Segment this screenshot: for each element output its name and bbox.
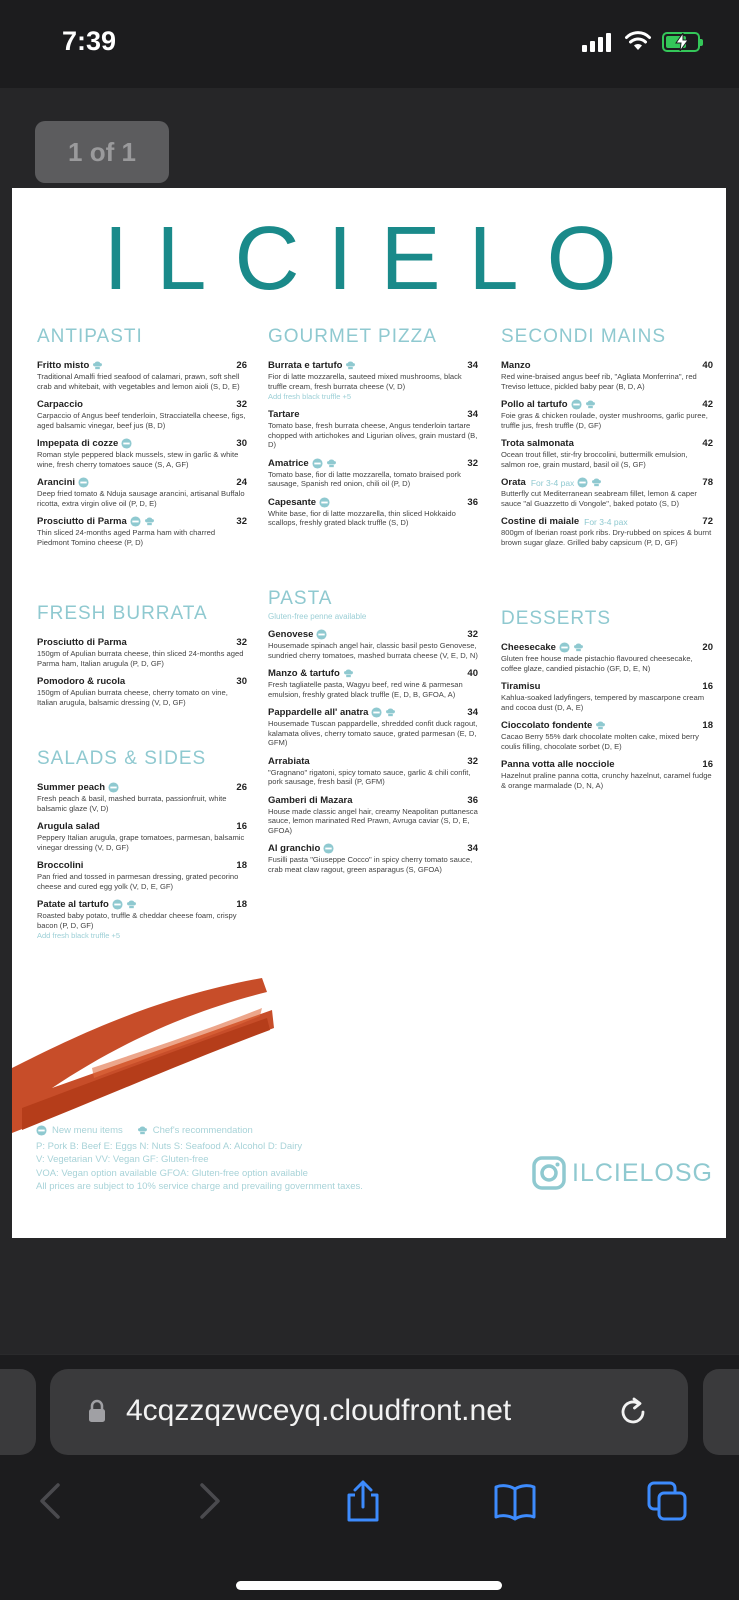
menu-item [501,720,713,751]
chef-hat-icon [345,360,356,371]
item-name-wrap [501,681,540,692]
item-name-wrap [501,438,574,449]
item-name: Capesante [268,496,317,508]
item-note: For 3-4 pax [584,516,628,527]
new-item-icon [121,438,132,449]
menu-item [501,477,713,508]
item-description: Housemade Tuscan pappardelle, shredded confit duck ragout, kalamata olives, cherry tomato sauce, grated parmesan (E, D, GFM) [268,719,478,747]
item-name: Impepata di cozze [37,438,119,449]
tabs-icon[interactable] [645,1479,689,1523]
item-price: 32 [467,755,478,767]
reload-icon[interactable] [616,1395,650,1429]
wifi-icon [624,30,652,52]
chef-hat-icon [126,899,137,910]
item-name: Costine di maiale [501,516,580,527]
new-item-icon [78,477,89,488]
item-name-wrap [268,629,327,640]
item-description: Red wine-braised angus beef rib, "Agliata Monferrina", red Treviso lettuce, pickled baby pear (B, D, A) [501,372,697,391]
menu-section [37,748,247,948]
item-price: 34 [467,843,478,854]
item-name: Tartare [268,409,300,420]
menu-item [37,821,247,852]
item-price: 20 [702,642,713,653]
legend-line: VOA: Vegan option available GFOA: Gluten-free option available [36,1167,308,1179]
item-description: Roman style peppered black mussels, stew in garlic & white wine, fresh cherry tomatoes sauce (S, A, GF) [37,450,239,469]
chef-hat-icon [144,516,155,527]
item-name-wrap [37,860,83,871]
item-price: 40 [702,360,713,371]
menu-item [268,409,478,450]
item-name-wrap [268,497,330,508]
bookmarks-icon[interactable] [493,1479,537,1523]
item-name-wrap [501,642,584,653]
item-description: Fresh tagliatelle pasta, Wagyu beef, red wine & parmesan emulsion, freshly grated black truffle (E, D, B, GFOA, A) [268,680,463,699]
item-name-wrap [268,409,300,420]
item-price: 32 [236,399,247,410]
menu-item [37,360,247,391]
new-item-icon [577,477,588,488]
item-name: Panna votta alle nocciole [501,759,615,770]
chef-hat-icon [92,360,103,371]
item-name: Broccolini [37,860,84,871]
new-item-icon [559,642,570,653]
menu-section [268,588,478,882]
menu-section [37,603,247,715]
item-name-wrap [501,360,531,371]
item-description: "Gragnano" rigatoni, spicy tomato sauce, garlic & chili confit, pork sausage, fresh basil (P, GFM) [268,767,471,786]
item-name: Carpaccio [37,399,83,410]
item-name-wrap [268,458,337,469]
item-name-wrap [37,360,103,371]
item-name: Pappardelle all' anatra [268,707,369,718]
pdf-viewer[interactable] [0,88,739,1354]
item-price: 78 [702,477,713,488]
item-name-wrap [501,720,606,731]
item-name-wrap [501,477,602,488]
item-description: Ocean trout fillet, stir-fry broccolini, buttermilk emulsion, salmon roe, grain mustard, basil oil (S, GF) [501,450,688,469]
new-item-icon [312,458,323,469]
item-name: Summer peach [37,782,106,793]
item-name: Manzo & tartufo [268,668,340,679]
menu-item [268,458,478,489]
battery-charging-icon [662,32,700,52]
item-name: Prosciutto di Parma [37,516,127,527]
item-description: Cacao Berry 55% dark chocolate molten cake, mixed berry coulis filling, chocolate sorbet (D, E) [501,732,699,751]
chef-hat-icon [343,668,354,679]
item-name-wrap [37,399,83,410]
section-title: SECONDI MAINS [501,326,667,347]
menu-item [501,759,713,790]
item-price: 26 [236,360,247,371]
chef-hat-icon [585,399,596,410]
item-description: 150gm of Apulian burrata cheese, cherry tomato on vine, Italian arugula, balsamic dressing (V, D, GF) [37,688,228,707]
item-description: Fior di latte mozzarella, sauteed mixed mushrooms, black truffle cream, fresh burrata cheese (V, D) [268,372,462,391]
legend-chef: Chef's recommendation [137,1124,253,1138]
chef-hat-icon [595,720,606,731]
section-subtitle: Gluten-free penne available [268,612,367,621]
item-name-wrap [268,843,334,854]
menu-item [501,516,713,547]
item-name-wrap [37,637,127,648]
item-price: 34 [467,409,478,420]
chef-hat-icon [385,707,396,718]
item-name: Al granchio [268,843,321,854]
menu-item [268,843,478,874]
item-price: 18 [702,720,713,731]
item-price: 16 [702,681,713,692]
menu-item [268,497,478,528]
address-bar[interactable] [50,1369,688,1455]
item-name-wrap [268,707,396,718]
item-name: Pomodoro & rucola [37,676,126,687]
item-addon: Add fresh black truffle +5 [37,931,121,940]
new-item-icon [108,782,119,793]
item-name: Cheesecake [501,642,556,653]
cellular-signal-icon [582,32,611,52]
menu-item [37,516,247,547]
item-price: 18 [236,899,247,910]
chef-hat-icon [591,477,602,488]
item-name: Patate al tartufo [37,899,109,910]
item-name: Amatrice [268,457,309,469]
menu-item [501,438,713,469]
item-description: Roasted baby potato, truffle & cheddar cheese foam, crispy bacon (P, D, GF) [37,911,237,930]
item-description: Gluten free house made pistachio flavoured cheesecake, coffee glaze, candied pistachio (GF, D, E, N) [501,654,693,673]
status-bar [0,0,739,88]
item-name: Gamberi di Mazara [268,794,353,806]
item-name-wrap [37,438,132,449]
item-price: 34 [467,707,478,718]
item-description: Peppery Italian arugula, grape tomatoes, parmesan, balsamic vinegar dressing (V, D, GF) [37,833,245,852]
item-description: Fusilli pasta "Giuseppe Cocco" in spicy cherry tomato sauce, crab meat claw ragout, green asparagus (S, GFOA) [268,855,473,874]
menu-section [37,326,247,555]
new-item-icon [323,843,334,854]
instagram-handle: ILCIELOSG [532,1156,713,1190]
item-description: White base, fior di latte mozzarella, thin sliced Hokkaido scallops, freshly grated black truffle (S, D) [268,508,456,527]
section-title: GOURMET PIZZA [268,326,437,347]
item-price: 30 [236,676,247,687]
item-name: Burrata e tartufo [268,360,343,371]
item-note: For 3-4 pax [530,477,575,488]
chef-hat-icon [326,458,337,469]
item-name-wrap [37,899,137,910]
item-description: Hazelnut praline panna cotta, crunchy hazelnut, caramel fudge & orange marmalade (D, N, A) [501,771,712,790]
legend-line: P: Pork B: Beef E: Eggs N: Nuts S: Seafood A: Alcohol D: Dairy [36,1140,303,1152]
item-price: 42 [702,438,713,449]
item-description: Kahlua-soaked ladyfingers, tempered by mascarpone cream and cocoa dust (D, A, E) [501,693,705,712]
menu-item [268,795,478,836]
item-name: Manzo [501,360,531,371]
legend-line: V: Vegetarian VV: Vegan GF: Gluten-free [36,1154,209,1165]
section-title: DESSERTS [501,608,612,629]
menu-section [268,326,478,536]
menu-item [501,642,713,673]
item-price: 32 [236,516,247,527]
menu-item [501,360,713,391]
item-name-wrap [501,399,596,410]
item-price: 18 [236,860,247,871]
item-name: Fritto misto [37,360,90,371]
menu-page [12,188,726,1238]
item-description: Fresh peach & basil, mashed burrata, passionfruit, white balsamic glaze (V, D) [37,794,227,813]
item-description: Butterfly cut Mediterranean seabream fillet, lemon & caper sauce "al Guazzetto di Vongole", baked potato (S, D) [501,489,697,508]
section-title: FRESH BURRATA [37,603,208,624]
item-description: Housemade spinach angel hair, classic basil pesto Genovese, sundried cherry tomatoes, mashed burrata cheese (V, E, D, N) [268,641,478,660]
menu-item [37,637,247,668]
brush-stroke-decoration [12,958,302,1148]
next-tab-preview[interactable] [703,1369,739,1455]
item-name: Arancini [37,477,76,488]
menu-item [501,681,713,712]
menu-item [37,899,247,940]
item-price: 32 [467,629,478,640]
item-description: Tomato base, fior di latte mozzarella, tomato braised pork sausage, Spanish red onion, chili oil (P, D) [268,469,461,488]
item-price: 40 [467,668,478,679]
item-addon: Add fresh black truffle +5 [268,392,352,401]
menu-item [268,629,478,660]
share-icon[interactable] [341,1479,385,1523]
item-name: Orata [501,477,526,488]
new-item-icon [130,516,141,527]
forward-icon[interactable] [186,1479,230,1523]
new-item-icon [371,707,382,718]
item-price: 36 [467,496,478,508]
item-price: 32 [236,637,247,648]
menu-item [268,707,478,748]
menu-item [268,668,478,699]
home-indicator[interactable] [236,1581,502,1590]
menu-section [501,326,713,555]
new-item-icon [36,1125,47,1136]
browser-toolbar [0,1471,739,1531]
item-name-wrap [37,821,100,832]
item-price: 16 [702,759,713,770]
item-name: Cioccolato fondente [501,720,593,731]
instagram-icon [532,1156,566,1190]
menu-item [268,756,478,787]
legend-line: All prices are subject to 10% service charge and prevailing government taxes. [36,1181,363,1192]
item-price: 32 [467,457,478,469]
new-item-icon [319,497,330,508]
url-text: 4cqzzqzwceyq.cloudfront.net [126,1394,512,1427]
item-description: Carpaccio of Angus beef tenderloin, Stracciatella cheese, figs, aged balsamic vinegar, beef jus (B, D) [37,411,246,430]
browser-bar [0,1354,739,1600]
item-name: Tiramisu [501,681,541,692]
menu-item [37,438,247,469]
item-name: Arugula salad [37,821,100,832]
back-icon[interactable] [30,1479,74,1523]
new-item-icon [571,399,582,410]
menu-item [37,782,247,813]
item-name-wrap [37,477,89,488]
item-price: 30 [236,438,247,449]
menu-legend [36,1124,456,1194]
item-name-wrap [37,676,125,687]
item-description: House made classic angel hair, creamy Neapolitan puttanesca sauce, lemon marinated Red Prawn, Avruga caviar (S, D, E, GFOA) [268,806,478,835]
item-name: Pollo al tartufo [501,399,568,410]
item-name-wrap [268,756,310,767]
item-price: 36 [467,794,478,806]
item-description: Foie gras & chicken roulade, oyster mushrooms, garlic puree, truffle jus, fresh truffle (D, GF) [501,411,708,430]
item-name: Trota salmonata [501,438,574,449]
item-name-wrap [268,668,354,679]
new-item-icon [316,629,327,640]
menu-item [501,399,713,430]
lock-icon [88,1399,106,1423]
item-name-wrap [501,759,615,770]
status-time: 7:39 [62,26,117,56]
item-price: 42 [702,399,713,410]
menu-section [501,608,713,798]
item-price: 16 [236,821,247,832]
item-description: 150gm of Apulian burrata cheese, thin sliced 24-months aged Parma ham, Italian arugula (P, D, GF) [37,649,244,668]
chef-hat-icon [573,642,584,653]
item-name-wrap [268,360,356,371]
menu-item [37,860,247,891]
previous-tab-preview[interactable] [0,1369,36,1455]
legend-new-items: New menu items [36,1124,123,1138]
item-description: Deep fried tomato & Nduja sausage arancini, artisanal Buffalo ricotta, extra virgin olive oil (P, D, E) [37,489,245,508]
menu-item [37,399,247,430]
item-description: 800gm of Iberian roast pork ribs. Dry-rubbed on spices & burnt brown sugar glaze. Grilled baby capsicum (P, D, GF) [501,528,712,547]
item-price: 72 [702,516,713,527]
item-name-wrap [501,516,628,527]
section-title: PASTA [268,588,333,609]
item-name-wrap [268,795,352,806]
item-description: Traditional Amalfi fried seafood of calamari, prawn, soft shell crab and whitebait, with vegetables and lemon aioli (S, D, E) [37,372,240,391]
restaurant-logo: ILCIELO [103,209,645,309]
menu-item [37,676,247,707]
item-description: Pan fried and tossed in parmesan dressing, grated pecorino cheese and cured egg yolk (V, D, E, GF) [37,872,239,891]
menu-item [268,360,478,401]
section-title: SALADS & SIDES [37,748,207,769]
item-name: Prosciutto di Parma [37,637,127,648]
item-name-wrap [37,516,155,527]
menu-item [37,477,247,508]
section-title: ANTIPASTI [37,326,143,347]
item-price: 24 [236,477,247,488]
item-price: 34 [467,360,478,371]
item-name: Genovese [268,629,314,640]
page-indicator: 1 of 1 [35,121,169,183]
item-name-wrap [37,782,119,793]
new-item-icon [112,899,123,910]
chef-hat-icon [137,1125,148,1136]
item-price: 26 [236,782,247,793]
item-description: Thin sliced 24-months aged Parma ham with charred Piedmont Tomino cheese (P, D) [37,528,216,547]
item-description: Tomato base, fresh burrata cheese, Angus tenderloin tartare chopped with artichokes and Ligurian olives, grain mustard (B, D) [268,421,478,449]
item-name: Arrabiata [268,755,310,767]
